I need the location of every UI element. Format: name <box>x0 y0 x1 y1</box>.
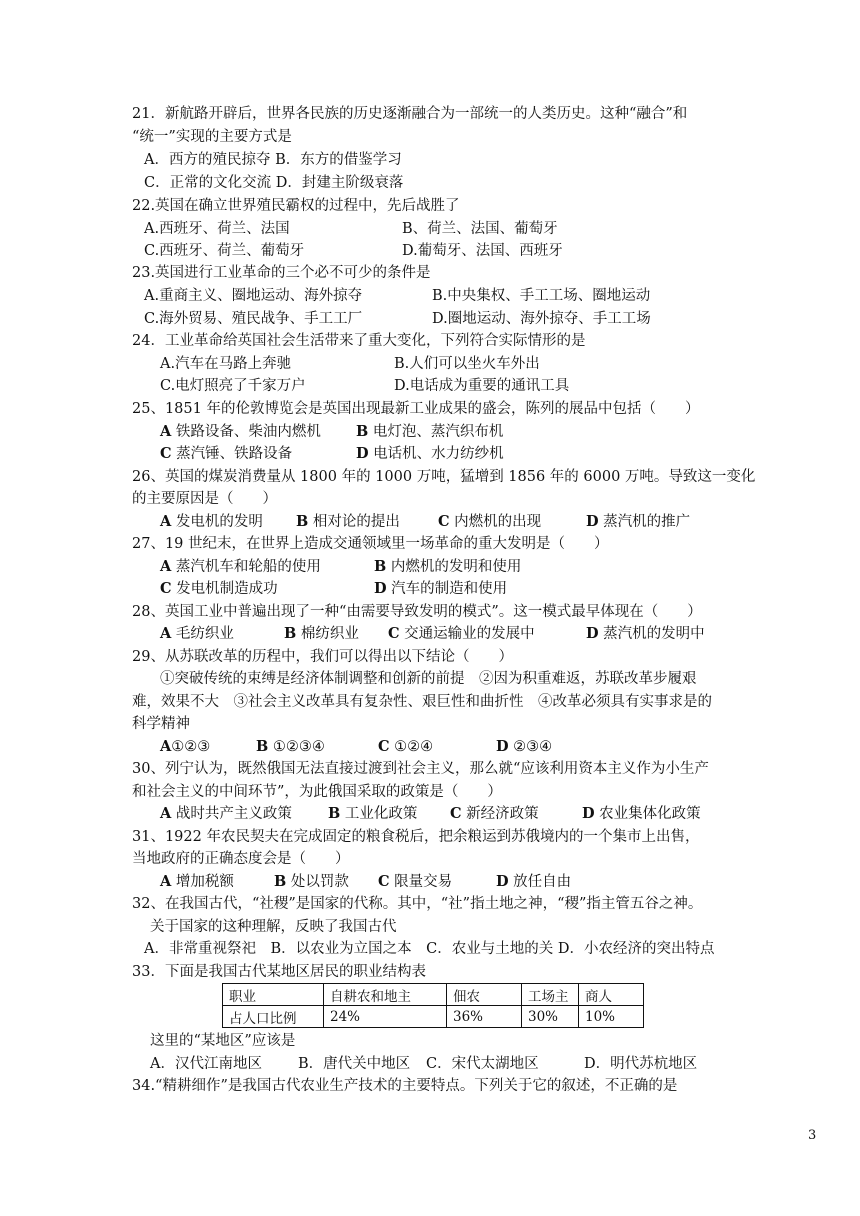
q21-line-2: “统一”实现的主要方式是 <box>132 129 292 145</box>
option-key: D <box>356 445 369 462</box>
q32-options: A．非常重视祭祀 B．以农业为立国之本 C．农业与土地的关 D．小农经济的突出特点 <box>144 941 715 957</box>
option-key: D <box>586 625 599 642</box>
option-key: C <box>378 738 390 755</box>
option-text: 处以罚款 <box>286 874 349 890</box>
q31-option-a <box>160 872 234 892</box>
q23-option-b: B.中央集权、手工工场、圈地运动 <box>432 288 651 304</box>
option-text: 交通运输业的发展中 <box>399 626 535 642</box>
q28-option-d <box>586 624 705 644</box>
q22-option-c: C.西班牙、荷兰、葡萄牙 <box>144 243 305 259</box>
q24-option-c: C.电灯照亮了千家万户 <box>160 378 306 394</box>
q23-stem: 23.英国进行工业革命的三个必不可少的条件是 <box>132 265 431 281</box>
option-text: 电灯泡、蒸汽织布机 <box>368 424 504 440</box>
option-key: B <box>296 513 309 530</box>
option-key: A <box>160 513 172 530</box>
table-cell: 自耕农和地主 <box>324 984 447 1006</box>
option-key: D <box>586 513 599 530</box>
q30-option-b <box>328 804 417 824</box>
q25-option-d <box>356 444 504 464</box>
q22-option-a: A.西班牙、荷兰、法国 <box>144 221 290 237</box>
table-cell: 工场主 <box>522 984 579 1006</box>
q31-option-c <box>378 872 452 892</box>
table-cell: 佃农 <box>447 984 522 1006</box>
option-key: D <box>496 738 509 755</box>
option-text: ①②④ <box>389 739 434 755</box>
q32-line-1: 32、在我国古代，“社稷”是国家的代称。其中，“社”指土地之神，“稷”指主管五谷之神。 <box>132 896 703 912</box>
q32-line-2: 关于国家的这种理解，反映了我国古代 <box>150 919 397 935</box>
q22-option-b: B、荷兰、法国、葡萄牙 <box>402 221 558 237</box>
option-key: A <box>160 423 172 440</box>
q29-line-2: ①突破传统的束缚是经济体制调整和创新的前提 ②因为积重难返，苏联改革步履艰 <box>160 671 697 687</box>
option-text: 毛纺织业 <box>171 626 234 642</box>
q31-option-d <box>496 872 571 892</box>
option-text: 电话机、水力纺纱机 <box>368 446 504 462</box>
q23-option-a: A.重商主义、圈地运动、海外掠夺 <box>144 288 363 304</box>
option-text: ①②③④ <box>268 739 325 755</box>
q22-option-d: D.葡萄牙、法国、西班牙 <box>402 243 563 259</box>
option-text: 相对论的提出 <box>308 514 400 530</box>
option-text: 蒸汽机的推广 <box>598 514 691 530</box>
q23-option-c: C.海外贸易、殖民战争、手工工厂 <box>144 311 363 327</box>
option-text: 内燃机的发明和使用 <box>386 559 522 575</box>
q27-option-d <box>374 579 507 599</box>
option-text: 发电机制造成功 <box>171 581 278 597</box>
q29-option-b <box>256 737 325 757</box>
option-text: 放任自由 <box>508 874 572 890</box>
q22-stem: 22.英国在确立世界殖民霸权的过程中，先后战胜了 <box>132 198 460 214</box>
option-text: ②③④ <box>508 739 553 755</box>
q33-line-2: 这里的“某地区”应该是 <box>150 1033 296 1049</box>
q33-stem: 33．下面是我国古代某地区居民的职业结构表 <box>132 964 426 980</box>
q34-stem: 34.“精耕细作”是我国古代农业生产技术的主要特点。下列关于它的叙述，不正确的是 <box>132 1078 678 1094</box>
table-cell: 24% <box>324 1006 447 1028</box>
option-key: B <box>284 625 297 642</box>
option-key: A <box>160 625 172 642</box>
q30-option-a <box>160 804 292 824</box>
option-key: A <box>160 558 172 575</box>
q33-option-c: C．宋代太湖地区 <box>426 1056 539 1072</box>
option-key: B <box>374 558 387 575</box>
option-text: 蒸汽锤、铁路设备 <box>171 446 293 462</box>
q26-option-a <box>160 512 263 532</box>
q25-option-c <box>160 444 292 464</box>
q33-option-a: A．汉代江南地区 <box>150 1056 262 1072</box>
table-cell: 36% <box>447 1006 522 1028</box>
q31-option-b <box>274 872 349 892</box>
q28-stem: 28、英国工业中普遍出现了一种“由需要导致发明的模式”。这一模式最早体现在（ ） <box>132 604 702 620</box>
option-key: D <box>374 580 387 597</box>
option-key: C <box>438 513 450 530</box>
table-cell: 商人 <box>579 984 644 1006</box>
table-cell: 10% <box>579 1006 644 1028</box>
q29-stem: 29、从苏联改革的历程中，我们可以得出以下结论（ ） <box>132 649 513 665</box>
q25-option-a <box>160 422 321 442</box>
q24-option-b: B.人们可以坐火车外出 <box>394 356 540 372</box>
option-key: C <box>378 873 390 890</box>
option-text: 增加税额 <box>171 874 234 890</box>
q24-option-a: A.汽车在马路上奔驰 <box>160 356 292 372</box>
q27-option-c <box>160 579 278 599</box>
q31-line-2: 当地政府的正确态度会是（ ） <box>132 851 350 867</box>
q25-option-b <box>356 422 503 442</box>
option-text: ①②③ <box>171 739 211 755</box>
option-text: 战时共产主义政策 <box>171 806 292 822</box>
q31-line-1: 31、1922 年农民契夫在完成固定的粮食税后，把余粮运到苏俄境内的一个集市上出售， <box>132 829 700 845</box>
table-header-row <box>223 984 644 1006</box>
option-key: A <box>160 738 172 755</box>
option-text: 发电机的发明 <box>171 514 263 530</box>
option-key: A <box>160 873 172 890</box>
option-key: D <box>496 873 509 890</box>
q29-line-4: 科学精神 <box>132 716 190 732</box>
q29-option-d <box>496 737 552 757</box>
option-text: 限量交易 <box>389 874 453 890</box>
option-key: B <box>256 738 269 755</box>
q23-option-d: D.圈地运动、海外掠夺、手工工场 <box>432 311 651 327</box>
q28-option-a <box>160 624 234 644</box>
q30-line-2: 和社会主义的中间环节”，为此俄国采取的政策是（ ） <box>132 784 502 800</box>
option-text: 蒸汽机车和轮船的使用 <box>171 559 321 575</box>
option-key: A <box>160 805 172 822</box>
page-number: 3 <box>808 1128 817 1143</box>
table-cell: 30% <box>522 1006 579 1028</box>
option-text: 汽车的制造和使用 <box>386 581 508 597</box>
q26-option-b <box>296 512 400 532</box>
q33-option-b: B．唐代关中地区 <box>298 1056 411 1072</box>
table-cell: 职业 <box>223 984 324 1006</box>
occupation-table <box>222 983 644 1028</box>
option-key: D <box>582 805 595 822</box>
q29-line-3: 难，效果不大 ③社会主义改革具有复杂性、艰巨性和曲折性 ④改革必须具有实事求是的 <box>132 694 712 710</box>
q29-option-c <box>378 737 433 757</box>
q26-option-c <box>438 512 541 532</box>
q26-option-d <box>586 512 690 532</box>
q27-stem: 27、19 世纪末，在世界上造成交通领域里一场革命的重大发明是（ ） <box>132 536 609 552</box>
q21-line-1: 21．新航路开辟后，世界各民族的历史逐渐融合为一部统一的人类历史。这种“融合”和 <box>132 106 688 122</box>
q30-option-d <box>582 804 701 824</box>
q26-line-2: 的主要原因是（ ） <box>132 491 277 507</box>
q25-stem: 25、1851 年的伦敦博览会是英国出现最新工业成果的盛会，陈列的展品中包括（ ） <box>132 401 700 417</box>
option-text: 铁路设备、柴油内燃机 <box>171 424 321 440</box>
q21-options-ab: A．西方的殖民掠夺 B．东方的借鉴学习 <box>144 152 402 168</box>
table-row <box>223 1006 644 1028</box>
option-key: B <box>356 423 369 440</box>
q33-option-d: D．明代苏杭地区 <box>584 1056 698 1072</box>
q21-options-cd: C．正常的文化交流 D．封建主阶级衰落 <box>144 175 404 191</box>
option-key: B <box>328 805 341 822</box>
option-key: C <box>388 625 400 642</box>
option-key: C <box>160 445 172 462</box>
option-text: 内燃机的出现 <box>449 514 542 530</box>
q30-option-c <box>450 804 539 824</box>
q30-line-1: 30、列宁认为，既然俄国无法直接过渡到社会主义，那么就“应该利用资本主义作为小生产 <box>132 761 709 777</box>
q28-option-c <box>388 624 535 644</box>
option-key: B <box>274 873 287 890</box>
option-key: C <box>450 805 462 822</box>
option-key: C <box>160 580 172 597</box>
q27-option-b <box>374 557 521 577</box>
q24-stem: 24．工业革命给英国社会生活带来了重大变化，下列符合实际情形的是 <box>132 333 586 349</box>
option-text: 棉纺织业 <box>296 626 359 642</box>
q24-option-d: D.电话成为重要的通讯工具 <box>394 378 570 394</box>
table-cell: 占人口比例 <box>223 1006 324 1028</box>
q27-option-a <box>160 557 321 577</box>
option-text: 工业化政策 <box>340 806 418 822</box>
option-text: 蒸汽机的发明中 <box>598 626 705 642</box>
option-text: 农业集体化政策 <box>594 806 701 822</box>
option-text: 新经济政策 <box>461 806 539 822</box>
q29-option-a <box>160 737 210 757</box>
q26-line-1: 26、英国的煤炭消费量从 1800 年的 1000 万吨，猛增到 1856 年的 6000 万吨。导致这一变化 <box>132 469 756 485</box>
q28-option-b <box>284 624 359 644</box>
